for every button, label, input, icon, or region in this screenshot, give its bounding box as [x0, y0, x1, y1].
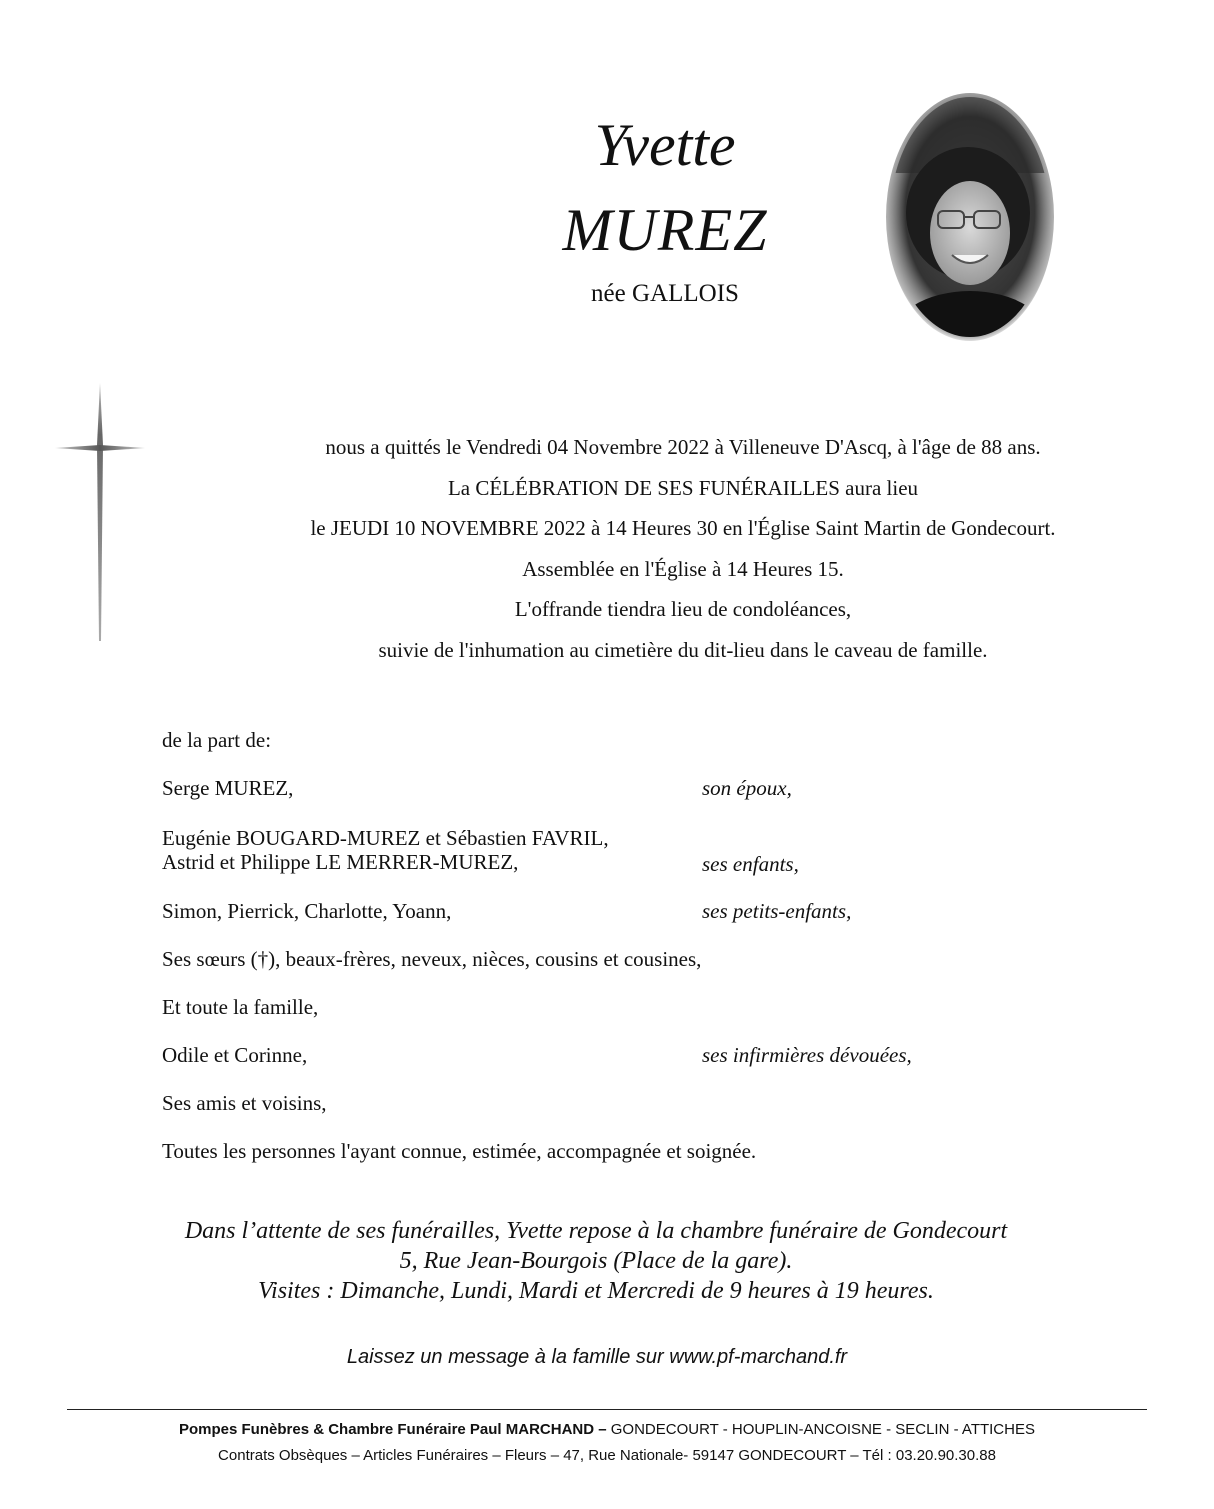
- maiden-name: née GALLOIS: [591, 280, 739, 307]
- first-name: Yvette: [594, 112, 736, 178]
- family-names: Toutes les personnes l'ayant connue, estimée, accompagnée et soignée.: [162, 1139, 757, 1163]
- footer-company: [67, 1420, 1147, 1440]
- family-names: Et toute la famille,: [162, 995, 319, 1019]
- wait-notice: [100, 1216, 1092, 1306]
- from-label: de la part de:: [162, 728, 272, 752]
- announcement-line: suivie de l'inhumation au cimetière du dit-lieu dans le caveau de famille.: [378, 637, 988, 662]
- announcement-line: La CÉLÉBRATION DE SES FUNÉRAILLES aura lieu: [447, 475, 919, 500]
- wait-notice-line: Visites : Dimanche, Lundi, Mardi et Mercredi de 9 heures à 19 heures.: [258, 1278, 934, 1304]
- footer-divider: [67, 1409, 1147, 1410]
- family-relation: ses enfants,: [702, 852, 799, 876]
- footer-locations: GONDECOURT - HOUPLIN-ANCOISNE - SECLIN - ATTICHES: [606, 1421, 1035, 1438]
- footer-contact: Contrats Obsèques – Articles Funéraires – Fleurs – 47, Rue Nationale- 59147 GONDECOURT – Tél : 03.20.90.30.88: [218, 1447, 996, 1464]
- announcement-line: le JEUDI 10 NOVEMBRE 2022 à 14 Heures 30 en l'Église Saint Martin de Gondecourt.: [310, 516, 1056, 541]
- message-link-text: Laissez un message à la famille sur www.pf-marchand.fr: [346, 1346, 848, 1368]
- family-relation: ses infirmières dévouées,: [702, 1043, 912, 1067]
- last-name: MUREZ: [562, 197, 768, 263]
- wait-notice-line: 5, Rue Jean-Bourgois (Place de la gare).: [399, 1248, 793, 1274]
- wait-notice-line: Dans l’attente de ses funérailles, Yvette repose à la chambre funéraire de Gondecourt: [184, 1218, 1008, 1244]
- announcement-line: nous a quittés le Vendredi 04 Novembre 2022 à Villeneuve D'Ascq, à l'âge de 88 ans.: [325, 435, 1041, 459]
- announcement-line: Assemblée en l'Église à 14 Heures 15.: [522, 556, 844, 581]
- footer-company-name: Pompes Funèbres & Chambre Funéraire Paul MARCHAND –: [179, 1421, 607, 1438]
- family-names: Ses sœurs (†), beaux-frères, neveux, nièces, cousins et cousines,: [162, 947, 702, 971]
- family-names: Simon, Pierrick, Charlotte, Yoann,: [162, 899, 452, 923]
- announcement-line: L'offrande tiendra lieu de condoléances,: [514, 597, 852, 622]
- cross-icon: [55, 383, 145, 641]
- family-relation: son époux,: [702, 776, 792, 800]
- family-names: Odile et Corinne,: [162, 1043, 308, 1067]
- family-names: Serge MUREZ,: [162, 776, 294, 800]
- family-relation: ses petits-enfants,: [702, 899, 852, 923]
- announcement: [200, 427, 1166, 671]
- family-names: Eugénie BOUGARD-MUREZ et Sébastien FAVRIL,: [162, 826, 609, 850]
- family-names: Ses amis et voisins,: [162, 1091, 327, 1115]
- portrait-photo: [886, 93, 1054, 341]
- family-names: Astrid et Philippe LE MERRER-MUREZ,: [162, 850, 519, 874]
